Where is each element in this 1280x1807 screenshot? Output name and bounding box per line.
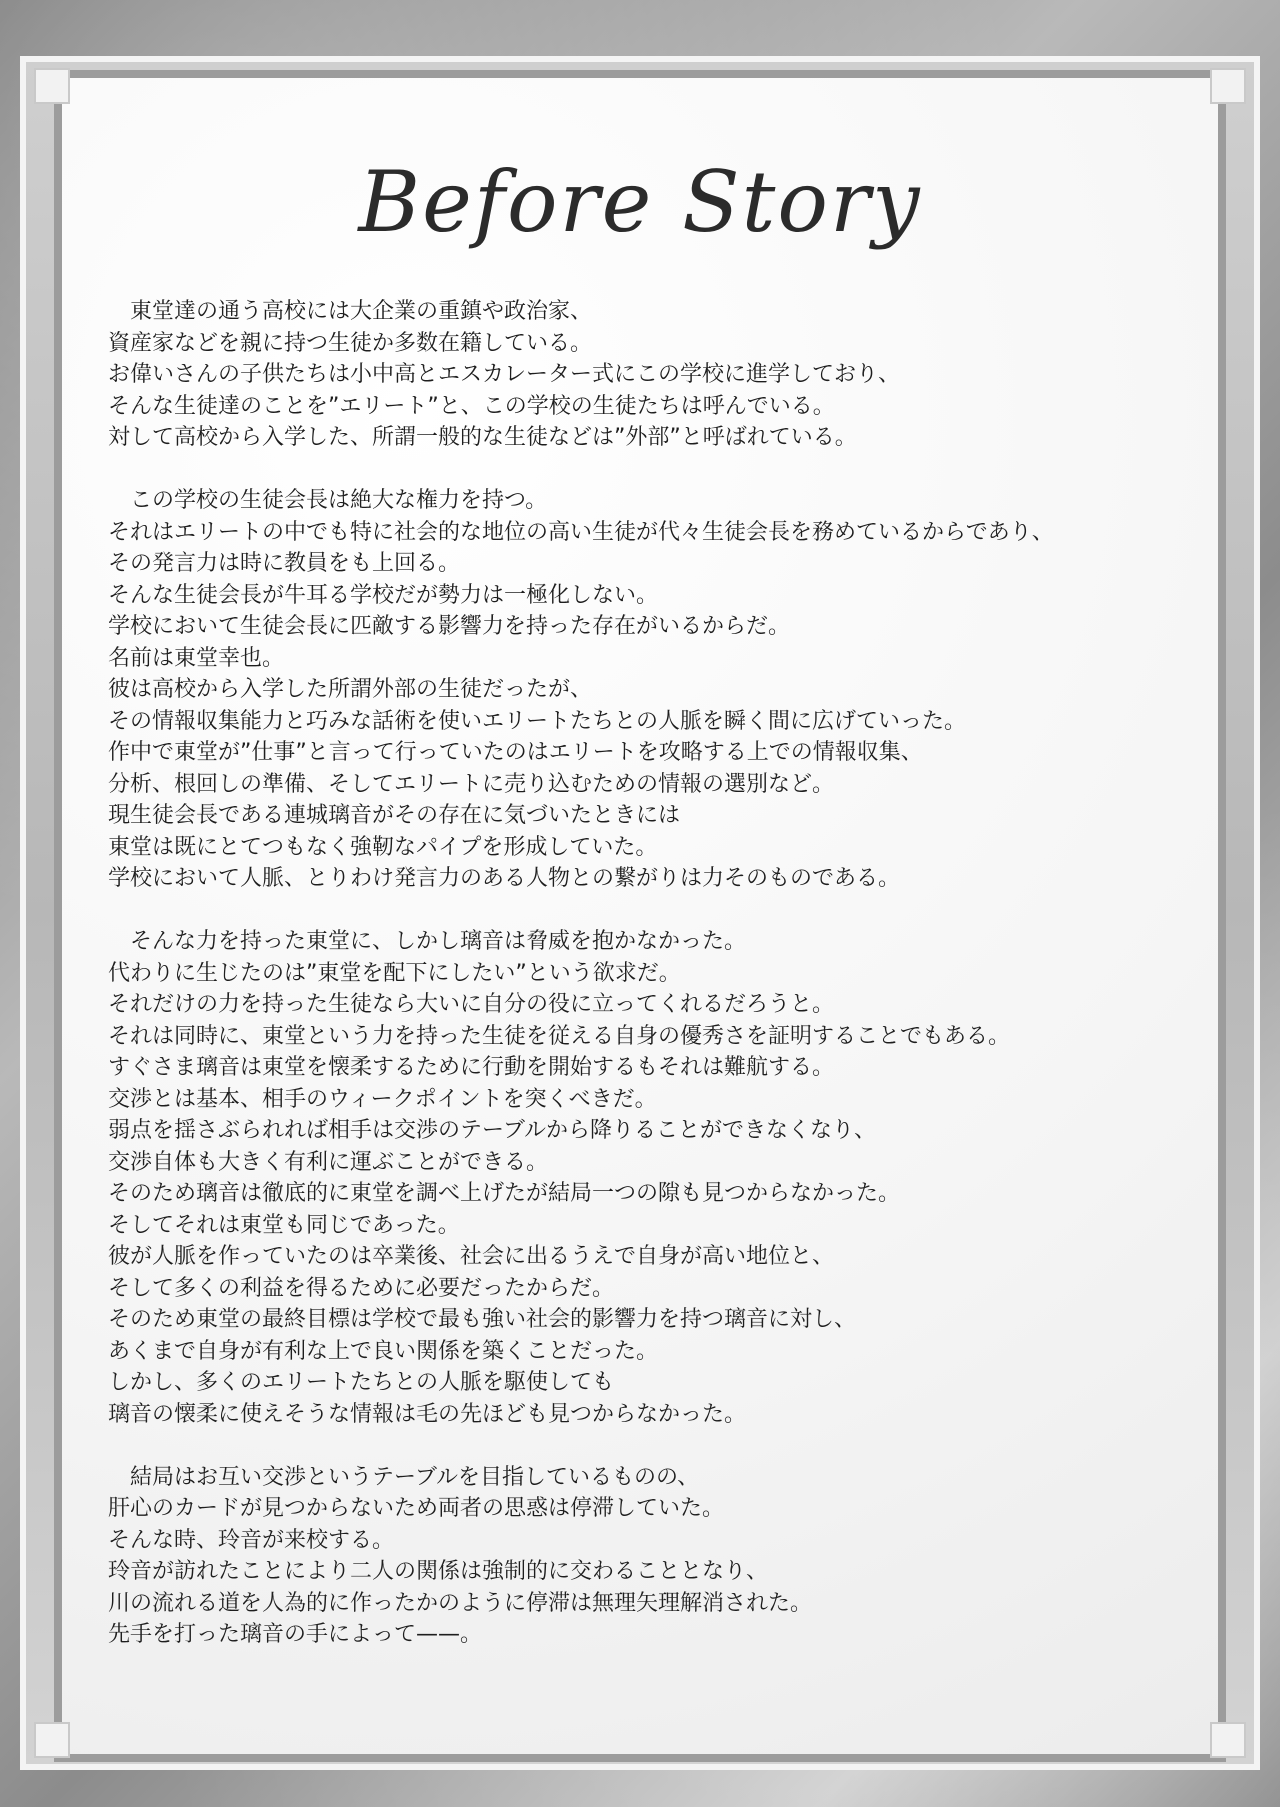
text-line: 東堂は既にとてつもなく強靭なパイプを形成していた。 <box>108 834 658 860</box>
text-line: そのため璃音は徹底的に東堂を調べ上げたが結局一つの隙も見つからなかった。 <box>108 1181 901 1206</box>
text-line: 交渉自体も大きく有利に運ぶことができる。 <box>108 1149 549 1175</box>
text-line: 肝心のカードが見つからないため両者の思惑は停滞していた。 <box>108 1496 725 1521</box>
text-line: そんな時、玲音が来校する。 <box>108 1527 395 1553</box>
text-line: その発言力は時に教員をも上回る。 <box>108 551 461 576</box>
paragraph-3 <box>108 926 1188 1430</box>
text-line: 東堂達の通う高校には大企業の重鎮や政治家、 <box>108 299 593 324</box>
story-body <box>108 296 1188 1682</box>
text-line: 彼が人脈を作っていたのは卒業後、社会に出るうえで自身が高い地位と、 <box>108 1244 835 1269</box>
paragraph-2 <box>108 485 1188 895</box>
text-line: 対して高校から入学した、所謂一般的な生徒などは”外部”と呼ばれている。 <box>108 425 857 450</box>
text-line: お偉いさんの子供たちは小中高とエスカレーター式にこの学校に進学しており、 <box>108 362 901 387</box>
text-line: 玲音が訪れたことにより二人の関係は強制的に交わることとなり、 <box>108 1559 769 1584</box>
text-line: そんな生徒達のことを”エリート”と、この学校の生徒たちは呼んでいる。 <box>108 393 835 419</box>
paragraph-4 <box>108 1462 1188 1651</box>
text-line: 交渉とは基本、相手のウィークポイントを突くべきだ。 <box>108 1086 657 1112</box>
corner-ornament-bottom-left <box>34 1722 70 1758</box>
text-line: あくまで自身が有利な上で良い関係を築くことだった。 <box>108 1338 659 1364</box>
text-line: 彼は高校から入学した所謂外部の生徒だったが、 <box>108 677 593 702</box>
text-line: この学校の生徒会長は絶大な権力を持つ。 <box>108 488 548 513</box>
page-title: Before Story <box>358 153 922 251</box>
corner-ornament-top-left <box>34 68 70 104</box>
text-line: 代わりに生じたのは”東堂を配下にしたい”という欲求だ。 <box>108 960 681 986</box>
text-line: 分析、根回しの準備、そしてエリートに売り込むための情報の選別など。 <box>108 771 835 797</box>
text-line: 璃音の懐柔に使えそうな情報は毛の先ほども見つからなかった。 <box>108 1401 747 1427</box>
text-line: そしてそれは東堂も同じであった。 <box>108 1212 460 1238</box>
text-line: 作中で東堂が”仕事”と言って行っていたのはエリートを攻略する上での情報収集、 <box>108 740 923 765</box>
text-line: 学校において生徒会長に匹敵する影響力を持った存在がいるからだ。 <box>108 614 791 639</box>
text-line: そして多くの利益を得るために必要だったからだ。 <box>108 1275 615 1301</box>
text-line: 名前は東堂幸也。 <box>108 645 285 671</box>
text-line: しかし、多くのエリートたちとの人脈を駆使しても <box>108 1370 615 1395</box>
text-line: そんな力を持った東堂に、しかし璃音は脅威を抱かなかった。 <box>108 929 747 954</box>
text-line: それだけの力を持った生徒なら大いに自分の役に立ってくれるだろうと。 <box>108 992 835 1017</box>
corner-ornament-top-right <box>1210 68 1246 104</box>
text-line: 弱点を揺さぶられれば相手は交渉のテーブルから降りることができなくなり、 <box>108 1118 877 1143</box>
text-line: すぐさま璃音は東堂を懐柔するために行動を開始するもそれは難航する。 <box>108 1055 835 1080</box>
text-line: 結局はお互い交渉というテーブルを目指しているものの、 <box>108 1464 700 1490</box>
text-line: 川の流れる道を人為的に作ったかのように停滞は無理矢理解消された。 <box>108 1590 813 1616</box>
text-line: 学校において人脈、とりわけ発言力のある人物との繋がりは力そのものである。 <box>108 866 901 891</box>
text-line: そのため東堂の最終目標は学校で最も強い社会的影響力を持つ璃音に対し、 <box>108 1307 857 1332</box>
text-line: それは同時に、東堂という力を持った生徒を従える自身の優秀さを証明することでもある。 <box>108 1023 1011 1049</box>
paragraph-1 <box>108 296 1188 454</box>
text-line: 資産家などを親に持つ生徒か多数在籍している。 <box>108 330 593 356</box>
corner-ornament-bottom-right <box>1210 1722 1246 1758</box>
text-line: そんな生徒会長が牛耳る学校だが勢力は一極化しない。 <box>108 582 659 608</box>
text-line: それはエリートの中でも特に社会的な地位の高い生徒が代々生徒会長を務めているからであり、 <box>108 519 1054 545</box>
text-line: 現生徒会長である連城璃音がその存在に気づいたときには <box>108 803 681 828</box>
text-line: 先手を打った璃音の手によって——。 <box>108 1622 483 1647</box>
text-line: その情報収集能力と巧みな話術を使いエリートたちとの人脈を瞬く間に広げていった。 <box>108 708 967 734</box>
